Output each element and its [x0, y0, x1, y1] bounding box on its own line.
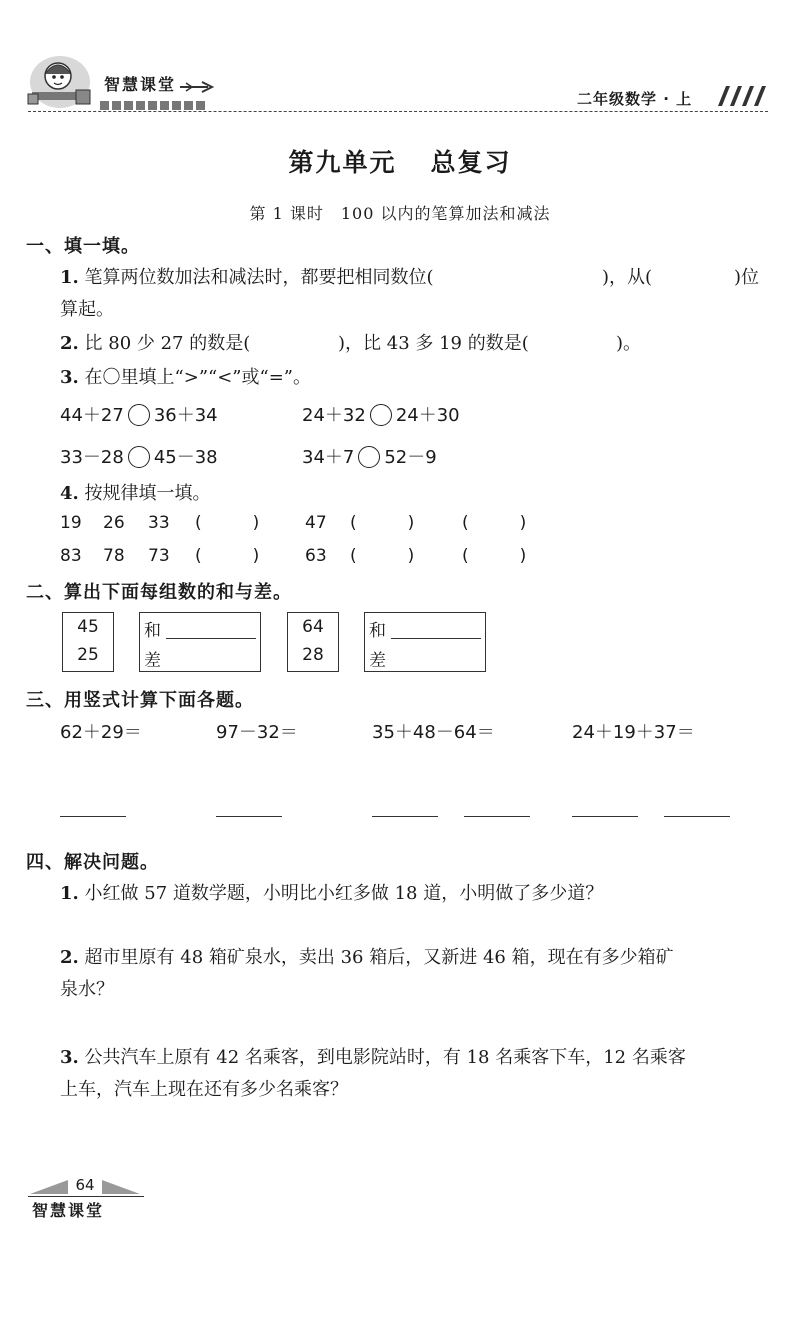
- compare-1-right: 36＋34: [153, 405, 218, 426]
- section3-heading: 三、用竖式计算下面各题。: [26, 690, 254, 711]
- group2-a: 64: [302, 617, 324, 637]
- q3-number: 3.: [60, 367, 79, 388]
- answer-line[interactable]: [216, 816, 282, 817]
- s1-question-4: [60, 480, 211, 508]
- unit-name: 总复习: [430, 148, 512, 177]
- answer-line[interactable]: [464, 816, 530, 817]
- vertical-problem-1: 62＋29＝: [60, 722, 142, 743]
- sum-label: 和: [369, 621, 386, 641]
- q1-number: 1.: [60, 267, 79, 288]
- compare-2-right: 24＋30: [395, 405, 460, 426]
- group1-answer-box: [139, 612, 261, 672]
- header-divider: [28, 111, 768, 112]
- group2-number-box: [287, 612, 339, 672]
- answer-line[interactable]: [60, 816, 126, 817]
- page-number: 64: [75, 1176, 95, 1194]
- seq1-item: 33: [148, 513, 170, 533]
- s1-question-3: [60, 364, 311, 392]
- q1-text-d: 算起。: [60, 299, 114, 320]
- s1-question-2: [60, 330, 250, 358]
- group1-a: 45: [77, 617, 99, 637]
- seq2-item: 73: [148, 546, 170, 566]
- s4-problem-2: [60, 944, 674, 972]
- seq1-blank[interactable]: ( ): [462, 513, 527, 533]
- s4-problem-1: [60, 880, 603, 908]
- p3-text-a: 公共汽车上原有 42 名乘客，到电影院站时，有 18 名乘客下车，12 名乘客: [84, 1047, 686, 1068]
- seq1-blank[interactable]: ( ): [350, 513, 415, 533]
- p1-text: 小红做 57 道数学题，小明比小红多做 18 道，小明做了多少道？: [84, 883, 604, 904]
- compare-circle[interactable]: [128, 446, 150, 468]
- p3-number: 3.: [60, 1047, 79, 1068]
- vertical-problem-2: 97－32＝: [216, 722, 298, 743]
- seq2-item: 78: [103, 546, 125, 566]
- compare-4-right: 52－9: [384, 447, 437, 468]
- compare-circle[interactable]: [358, 446, 380, 468]
- group1-number-box: [62, 612, 114, 672]
- seq2-item: 83: [60, 546, 82, 566]
- seq1-item: 47: [305, 513, 327, 533]
- mascot-icon: [24, 52, 96, 108]
- group2-answer-box: [364, 612, 486, 672]
- vertical-problem-3: 35＋48－64＝: [372, 722, 495, 743]
- answer-line[interactable]: [572, 816, 638, 817]
- q1-text-a: 笔算两位数加法和减法时，都要把相同数位(: [84, 267, 434, 288]
- header-slash-decoration: [710, 86, 766, 110]
- seq1-item: 19: [60, 513, 82, 533]
- q2-text-c: )。: [616, 333, 642, 354]
- compare-4: [302, 443, 437, 469]
- seq2-blank[interactable]: ( ): [462, 546, 527, 566]
- group1-b: 25: [77, 645, 99, 665]
- compare-circle[interactable]: [370, 404, 392, 426]
- compare-3-left: 33－28: [60, 447, 124, 468]
- q3-text: 在〇里填上“>”“<”或“=”。: [84, 367, 311, 388]
- header-arrow-icon: [180, 78, 216, 97]
- compare-1: [60, 401, 218, 427]
- seq1-blank[interactable]: ( ): [195, 513, 260, 533]
- seq2-blank[interactable]: ( ): [195, 546, 260, 566]
- p2-text-b: 泉水？: [60, 979, 114, 1000]
- diff-label: 差: [144, 651, 161, 671]
- seq1-item: 26: [103, 513, 125, 533]
- p3-text-b: 上车，汽车上现在还有多少名乘客？: [60, 1079, 348, 1100]
- sum-answer-line[interactable]: [391, 638, 481, 639]
- answer-line[interactable]: [372, 816, 438, 817]
- compare-3-right: 45－38: [153, 447, 218, 468]
- answer-line[interactable]: [664, 816, 730, 817]
- footer-divider: [28, 1196, 144, 1197]
- p2-text-a: 超市里原有 48 箱矿泉水，卖出 36 箱后，又新进 46 箱，现在有多少箱矿: [84, 947, 674, 968]
- q2-text-b: )，比 43 多 19 的数是(: [338, 333, 529, 354]
- section4-heading: 四、解决问题。: [26, 852, 159, 873]
- section2-heading: 二、算出下面每组数的和与差。: [26, 582, 292, 603]
- p1-number: 1.: [60, 883, 79, 904]
- section1-heading: 一、填一填。: [26, 236, 140, 257]
- s4-problem-3: [60, 1044, 686, 1072]
- unit-title: [0, 143, 800, 179]
- header-block-bar: [100, 96, 210, 115]
- compare-2-left: 24＋32: [302, 405, 366, 426]
- seq2-item: 63: [305, 546, 327, 566]
- compare-3: [60, 443, 218, 469]
- lesson-subtitle: 第 1 课时 100 以内的笔算加法和减法: [249, 204, 551, 223]
- seq2-blank[interactable]: ( ): [350, 546, 415, 566]
- q4-number: 4.: [60, 483, 79, 504]
- compare-1-left: 44＋27: [60, 405, 124, 426]
- compare-circle[interactable]: [128, 404, 150, 426]
- q1-text-c: )位: [734, 267, 760, 288]
- header-logo-text: 智慧课堂: [104, 75, 177, 94]
- q2-number: 2.: [60, 333, 79, 354]
- header-mascot: [24, 52, 96, 108]
- q4-text: 按规律填一填。: [84, 483, 211, 504]
- header-book-title: 二年级数学 · 上: [577, 90, 693, 108]
- q1-text-b: )，从(: [602, 267, 653, 288]
- unit-label: 第九单元: [288, 148, 397, 177]
- sum-answer-line[interactable]: [166, 638, 256, 639]
- vertical-problem-4: 24＋19＋37＝: [572, 722, 695, 743]
- s1-question-1: [60, 264, 770, 292]
- p2-number: 2.: [60, 947, 79, 968]
- compare-4-left: 34＋7: [302, 447, 355, 468]
- diff-label: 差: [369, 651, 386, 671]
- q2-text-a: 比 80 少 27 的数是(: [84, 333, 251, 354]
- footer-logo-text: 智慧课堂: [32, 1201, 105, 1220]
- group2-b: 28: [302, 645, 324, 665]
- compare-2: [302, 401, 460, 427]
- sum-label: 和: [144, 621, 161, 641]
